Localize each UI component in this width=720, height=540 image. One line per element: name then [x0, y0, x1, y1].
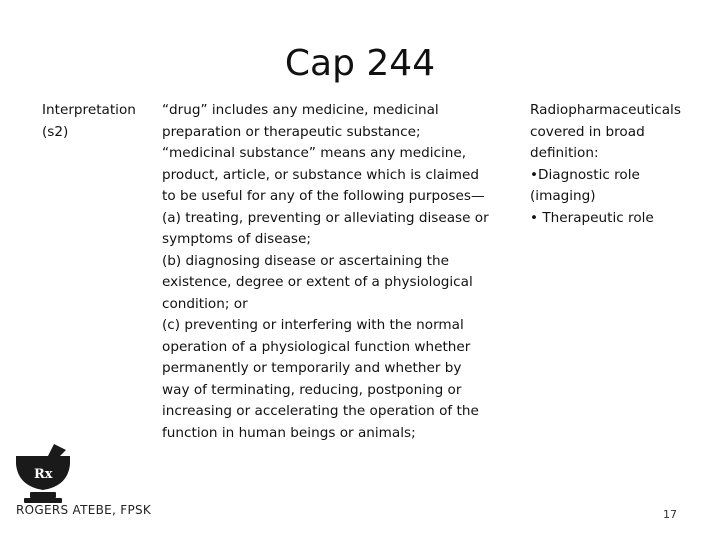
side-note-line: (imaging): [530, 188, 596, 204]
definition-line: (b) diagnosing disease or ascertaining the: [162, 252, 449, 269]
section-label-line: (s2): [42, 123, 69, 140]
definition-line: condition; or: [162, 295, 248, 312]
definition-line: preparation or therapeutic substance;: [162, 123, 421, 140]
side-note: [530, 100, 715, 229]
side-note-line: definition:: [530, 145, 599, 161]
side-note-line: Radiopharmaceuticals: [530, 102, 681, 118]
definition-line: way of terminating, reducing, postponing or: [162, 381, 462, 398]
definition-line: increasing or accelerating the operation of the: [162, 403, 479, 419]
definition-line: symptoms of disease;: [162, 231, 311, 247]
side-note-line: •Diagnostic role: [530, 166, 640, 183]
definition-line: to be useful for any of the following purposes—: [162, 188, 485, 204]
slide-title: Cap 244: [284, 43, 436, 84]
author-logo-text: ROGERS ATEBE, FPSK: [16, 503, 152, 517]
definition-line: operation of a physiological function whether: [162, 338, 471, 355]
side-note-line: • Therapeutic role: [530, 209, 654, 226]
section-label: [42, 100, 160, 143]
definition-line: permanently or temporarily and whether by: [162, 360, 462, 376]
page-number: 17: [663, 508, 677, 521]
definition-text: [162, 100, 522, 444]
rx-symbol: Rx: [34, 467, 53, 482]
definition-line: function in human beings or animals;: [162, 424, 416, 441]
section-label-line: Interpretation: [42, 102, 136, 118]
definition-line: “drug” includes any medicine, medicinal: [162, 102, 439, 118]
definition-line: (a) treating, preventing or alleviating disease or: [162, 209, 489, 226]
definition-line: product, article, or substance which is claimed: [162, 166, 479, 183]
definition-line: “medicinal substance” means any medicine,: [162, 145, 467, 161]
definition-line: existence, degree or extent of a physiological: [162, 274, 473, 290]
definition-line: (c) preventing or interfering with the normal: [162, 317, 464, 333]
side-note-line: covered in broad: [530, 123, 645, 140]
